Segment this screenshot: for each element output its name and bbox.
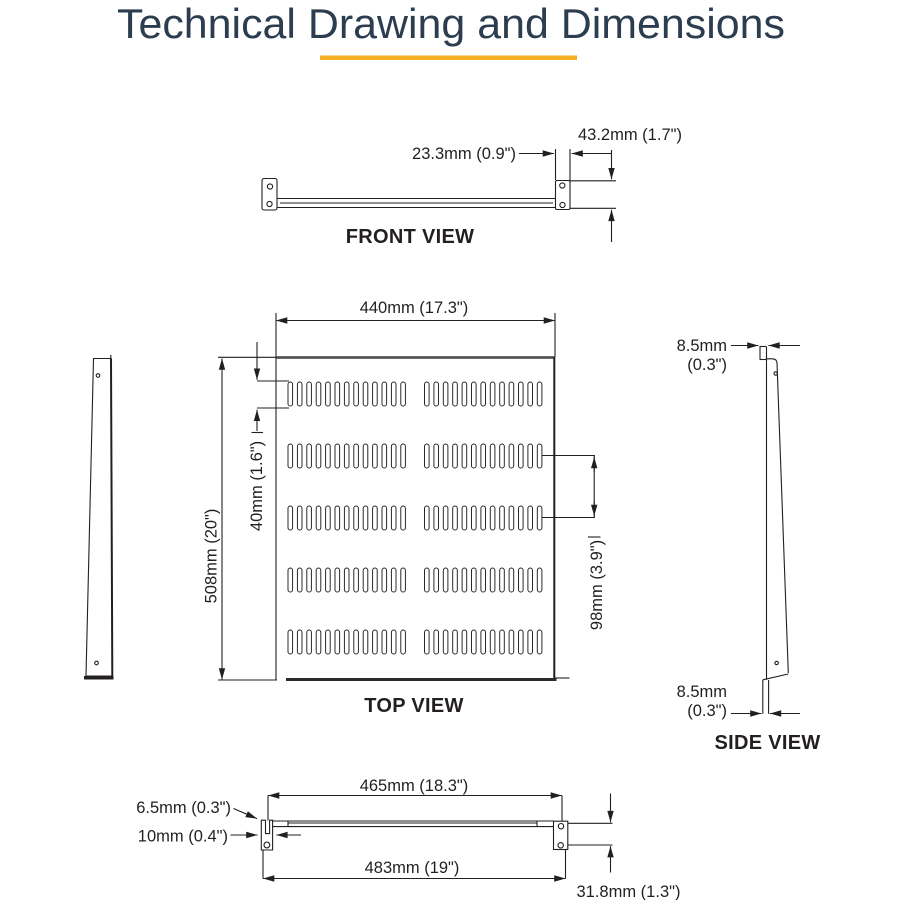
vent-slot [288,506,293,530]
vent-slot [363,506,368,530]
vent-slot [297,568,302,592]
vent-slot [382,382,387,406]
vent-slot [391,382,396,406]
vent-slot [316,444,321,468]
bottom-view-drawing [136,777,680,900]
vent-slot [326,630,331,654]
bottom-dim-flange-label: 10mm (0.4") [137,827,228,846]
vent-slot [434,444,439,468]
vent-slot [288,444,293,468]
vent-slot [391,630,396,654]
vent-slot [297,444,302,468]
vent-slot [363,382,368,406]
vent-slot [490,382,495,406]
vent-slot [500,506,505,530]
vent-slot [354,506,359,530]
vent-slot [363,630,368,654]
side-profile-hole [775,661,778,664]
vent-slot [434,630,439,654]
vent-slot [344,568,349,592]
vent-slot [519,568,524,592]
vent-slot [528,630,533,654]
vent-slot [316,382,321,406]
vent-slot [373,568,378,592]
vent-slot [537,506,542,530]
vent-slot [391,506,396,530]
vent-slot [519,444,524,468]
vent-slot [443,444,448,468]
vent-slot [462,630,467,654]
vent-slot [354,444,359,468]
side-dim-top-mm-label: 8.5mm [676,337,727,355]
vent-slot [344,444,349,468]
bottom-dim-bracket-height-label: 31.8mm (1.3") [576,883,681,900]
vent-slot [500,444,505,468]
top-view-drawing [203,299,607,717]
vent-slot [373,382,378,406]
vent-slot [307,630,312,654]
bottom-dim-outer-label: 483mm (19") [364,859,460,877]
vent-slot [316,630,321,654]
side-dim-bottom-in-label: (0.3") [687,702,727,720]
top-dim-row-spacing [542,456,606,631]
vent-slot [307,382,312,406]
side-view-drawing [677,337,821,754]
vent-slot [472,568,477,592]
vent-slot [472,506,477,530]
side-profile-outline [760,346,788,714]
vent-slot [462,506,467,530]
bottom-dim-lip-label: 6.5mm (0.3") [136,799,231,817]
vent-slot [425,568,430,592]
vent-slot [391,568,396,592]
vent-slot [481,382,486,406]
vent-slot [434,568,439,592]
front-dim-height-label: 43.2mm (1.7") [578,126,682,144]
bottom-dim-inner-width [268,777,562,821]
vent-slot [326,444,331,468]
vent-slot [425,444,430,468]
vent-slot [344,506,349,530]
vent-slot [288,382,293,406]
left-profile-outline [86,359,112,677]
front-shelf-bar [277,199,556,208]
vent-slot [519,382,524,406]
vent-slot [509,382,514,406]
vent-slot [335,506,340,530]
vent-slot [443,382,448,406]
vent-slot-grid [288,382,542,654]
vent-slot [382,506,387,530]
vent-slot [326,506,331,530]
vent-slot [373,444,378,468]
vent-slot [382,444,387,468]
bottom-dim-flange [138,828,301,846]
vent-slot [472,382,477,406]
vent-slot [425,506,430,530]
bottom-right-bracket [554,821,568,849]
vent-slot [297,382,302,406]
vent-slot [335,630,340,654]
vent-slot [453,630,458,654]
vent-slot [472,630,477,654]
vent-slot [382,630,387,654]
page-title: Technical Drawing and Dimensions [117,0,786,47]
front-dim-depth-label: 23.3mm (0.9") [412,145,516,163]
side-dim-bottom-mm-label: 8.5mm [676,683,727,701]
vent-slot [443,568,448,592]
vent-slot [401,382,406,406]
vent-slot [344,382,349,406]
bottom-shelf-shape [261,820,568,850]
vent-slot [490,506,495,530]
vent-slot [335,568,340,592]
vent-slot [453,382,458,406]
bottom-shelf-bar [273,821,554,827]
vent-slot [537,382,542,406]
top-dim-vent-height-label: 40mm (1.6") [248,440,266,532]
vent-slot [453,444,458,468]
vent-slot [316,568,321,592]
vent-slot [519,630,524,654]
front-dim-height [570,126,682,242]
vent-slot [316,506,321,530]
vent-slot [401,630,406,654]
vent-slot [434,382,439,406]
vent-slot [401,506,406,530]
vent-slot [335,382,340,406]
vent-slot [509,444,514,468]
vent-slot [537,568,542,592]
vent-slot [528,568,533,592]
vent-slot [528,506,533,530]
vent-slot [401,444,406,468]
vent-slot [297,506,302,530]
vent-slot [490,630,495,654]
side-view-label: SIDE VIEW [714,732,821,754]
vent-slot [401,568,406,592]
vent-slot [537,630,542,654]
vent-slot [509,568,514,592]
vent-slot [500,630,505,654]
vent-slot [528,444,533,468]
vent-slot [443,506,448,530]
vent-slot [490,568,495,592]
vent-slot [354,630,359,654]
bottom-dim-outer-width [263,850,566,879]
vent-slot [307,506,312,530]
vent-slot [472,444,477,468]
side-dim-top-flange [677,337,800,374]
vent-slot [481,444,486,468]
bottom-dim-lip [136,799,257,819]
vent-slot [434,506,439,530]
vent-slot [462,382,467,406]
vent-slot [453,568,458,592]
vent-slot [307,444,312,468]
vent-slot [537,444,542,468]
vent-slot [373,506,378,530]
vent-slot [462,444,467,468]
vent-slot [453,506,458,530]
front-shelf-shape [262,179,570,211]
vent-slot [481,506,486,530]
side-dim-top-in-label: (0.3") [687,356,727,374]
vent-slot [363,444,368,468]
front-right-bracket [556,181,571,210]
vent-slot [500,568,505,592]
vent-slot [344,630,349,654]
vent-slot [500,382,505,406]
side-dim-bottom-flange [677,683,800,720]
front-left-bracket [262,179,277,211]
vent-slot [382,568,387,592]
vent-slot [326,382,331,406]
vent-slot [326,568,331,592]
front-view-drawing [262,126,682,248]
bottom-left-bracket [261,820,272,850]
vent-slot [425,630,430,654]
vent-slot [509,630,514,654]
vent-slot [490,444,495,468]
top-dim-width-label: 440mm (17.3") [359,299,469,317]
bottom-dim-inner-label: 465mm (18.3") [359,777,469,795]
vent-slot [443,630,448,654]
left-side-profile [84,355,114,678]
title-underline [320,56,577,61]
vent-slot [363,568,368,592]
top-dim-depth-label: 508mm (20") [202,508,221,604]
vent-slot [481,568,486,592]
vent-slot [425,382,430,406]
vent-slot [519,506,524,530]
side-profile-hole [774,372,777,375]
vent-slot [528,382,533,406]
vent-slot [481,630,486,654]
vent-slot [307,568,312,592]
top-view-label: TOP VIEW [364,695,464,717]
top-dim-vent-height [248,342,289,531]
front-dim-depth [412,145,555,180]
top-dim-width [276,299,555,357]
vent-slot [288,568,293,592]
top-dim-row-spacing-label: 98mm (3.9") [588,539,606,631]
front-view-label: FRONT VIEW [345,226,475,248]
bottom-dim-bracket-height [568,794,680,901]
vent-slot [373,630,378,654]
vent-slot [509,506,514,530]
vent-slot [335,444,340,468]
vent-slot [288,630,293,654]
vent-slot [297,630,302,654]
vent-slot [391,444,396,468]
vent-slot [354,382,359,406]
vent-slot [354,568,359,592]
vent-slot [462,568,467,592]
